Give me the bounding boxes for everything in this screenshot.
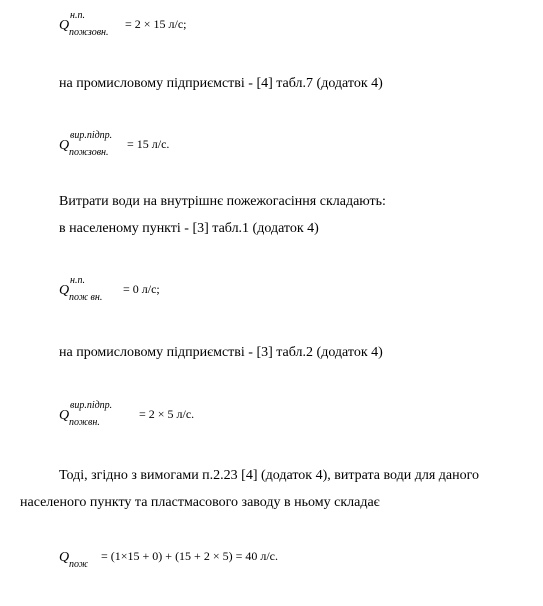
formula-symbol: Q — [59, 550, 70, 565]
formula-total — [59, 544, 319, 572]
formula-rhs: = 2 × 5 л/с. — [139, 407, 195, 421]
paragraph-industrial-external: на промисловому підприємстві - [4] табл.7 (додаток 4) — [59, 76, 383, 91]
formula-symbol: Q — [59, 138, 70, 153]
formula-subscript: пож — [69, 559, 89, 570]
formula-internal-settlement — [59, 273, 239, 305]
paragraph-internal-intro: Витрати води на внутрішнє пожежогасіння складають: — [59, 194, 386, 209]
paragraph-settlement: в населеному пункті - [3] табл.1 (додаток 4) — [59, 221, 319, 236]
formula-rhs: = 0 л/с; — [123, 282, 160, 296]
formula-external-industrial — [59, 128, 239, 160]
formula-superscript: н.п. — [70, 275, 85, 286]
formula-superscript: вир.підпр. — [70, 130, 113, 141]
formula-symbol: Q — [59, 283, 70, 298]
paragraph-conclusion-line2: населеного пункту та пластмасового заводу в ньому складає — [20, 495, 380, 510]
paragraph-industrial-internal: на промисловому підприємстві - [3] табл.2 (додаток 4) — [59, 345, 383, 360]
formula-symbol: Q — [59, 408, 70, 423]
formula-subscript: пожзовн. — [69, 147, 109, 158]
formula-symbol: Q — [59, 18, 70, 33]
paragraph-conclusion-line1: Тоді, згідно з вимогами п.2.23 [4] (додаток 4), витрата води для даного — [59, 468, 479, 483]
formula-superscript: н.п. — [70, 10, 85, 21]
formula-rhs: = 15 л/с. — [127, 137, 170, 151]
formula-subscript: пожвн. — [69, 417, 100, 428]
formula-rhs: = 2 × 15 л/с; — [125, 17, 187, 31]
formula-external-settlement — [59, 8, 239, 40]
formula-subscript: пожзовн. — [69, 27, 109, 38]
formula-subscript: пож вн. — [69, 292, 103, 303]
formula-superscript: вир.підпр. — [70, 400, 113, 411]
formula-rhs: = (1×15 + 0) + (15 + 2 × 5) = 40 л/с. — [101, 549, 279, 563]
formula-internal-industrial — [59, 398, 239, 430]
